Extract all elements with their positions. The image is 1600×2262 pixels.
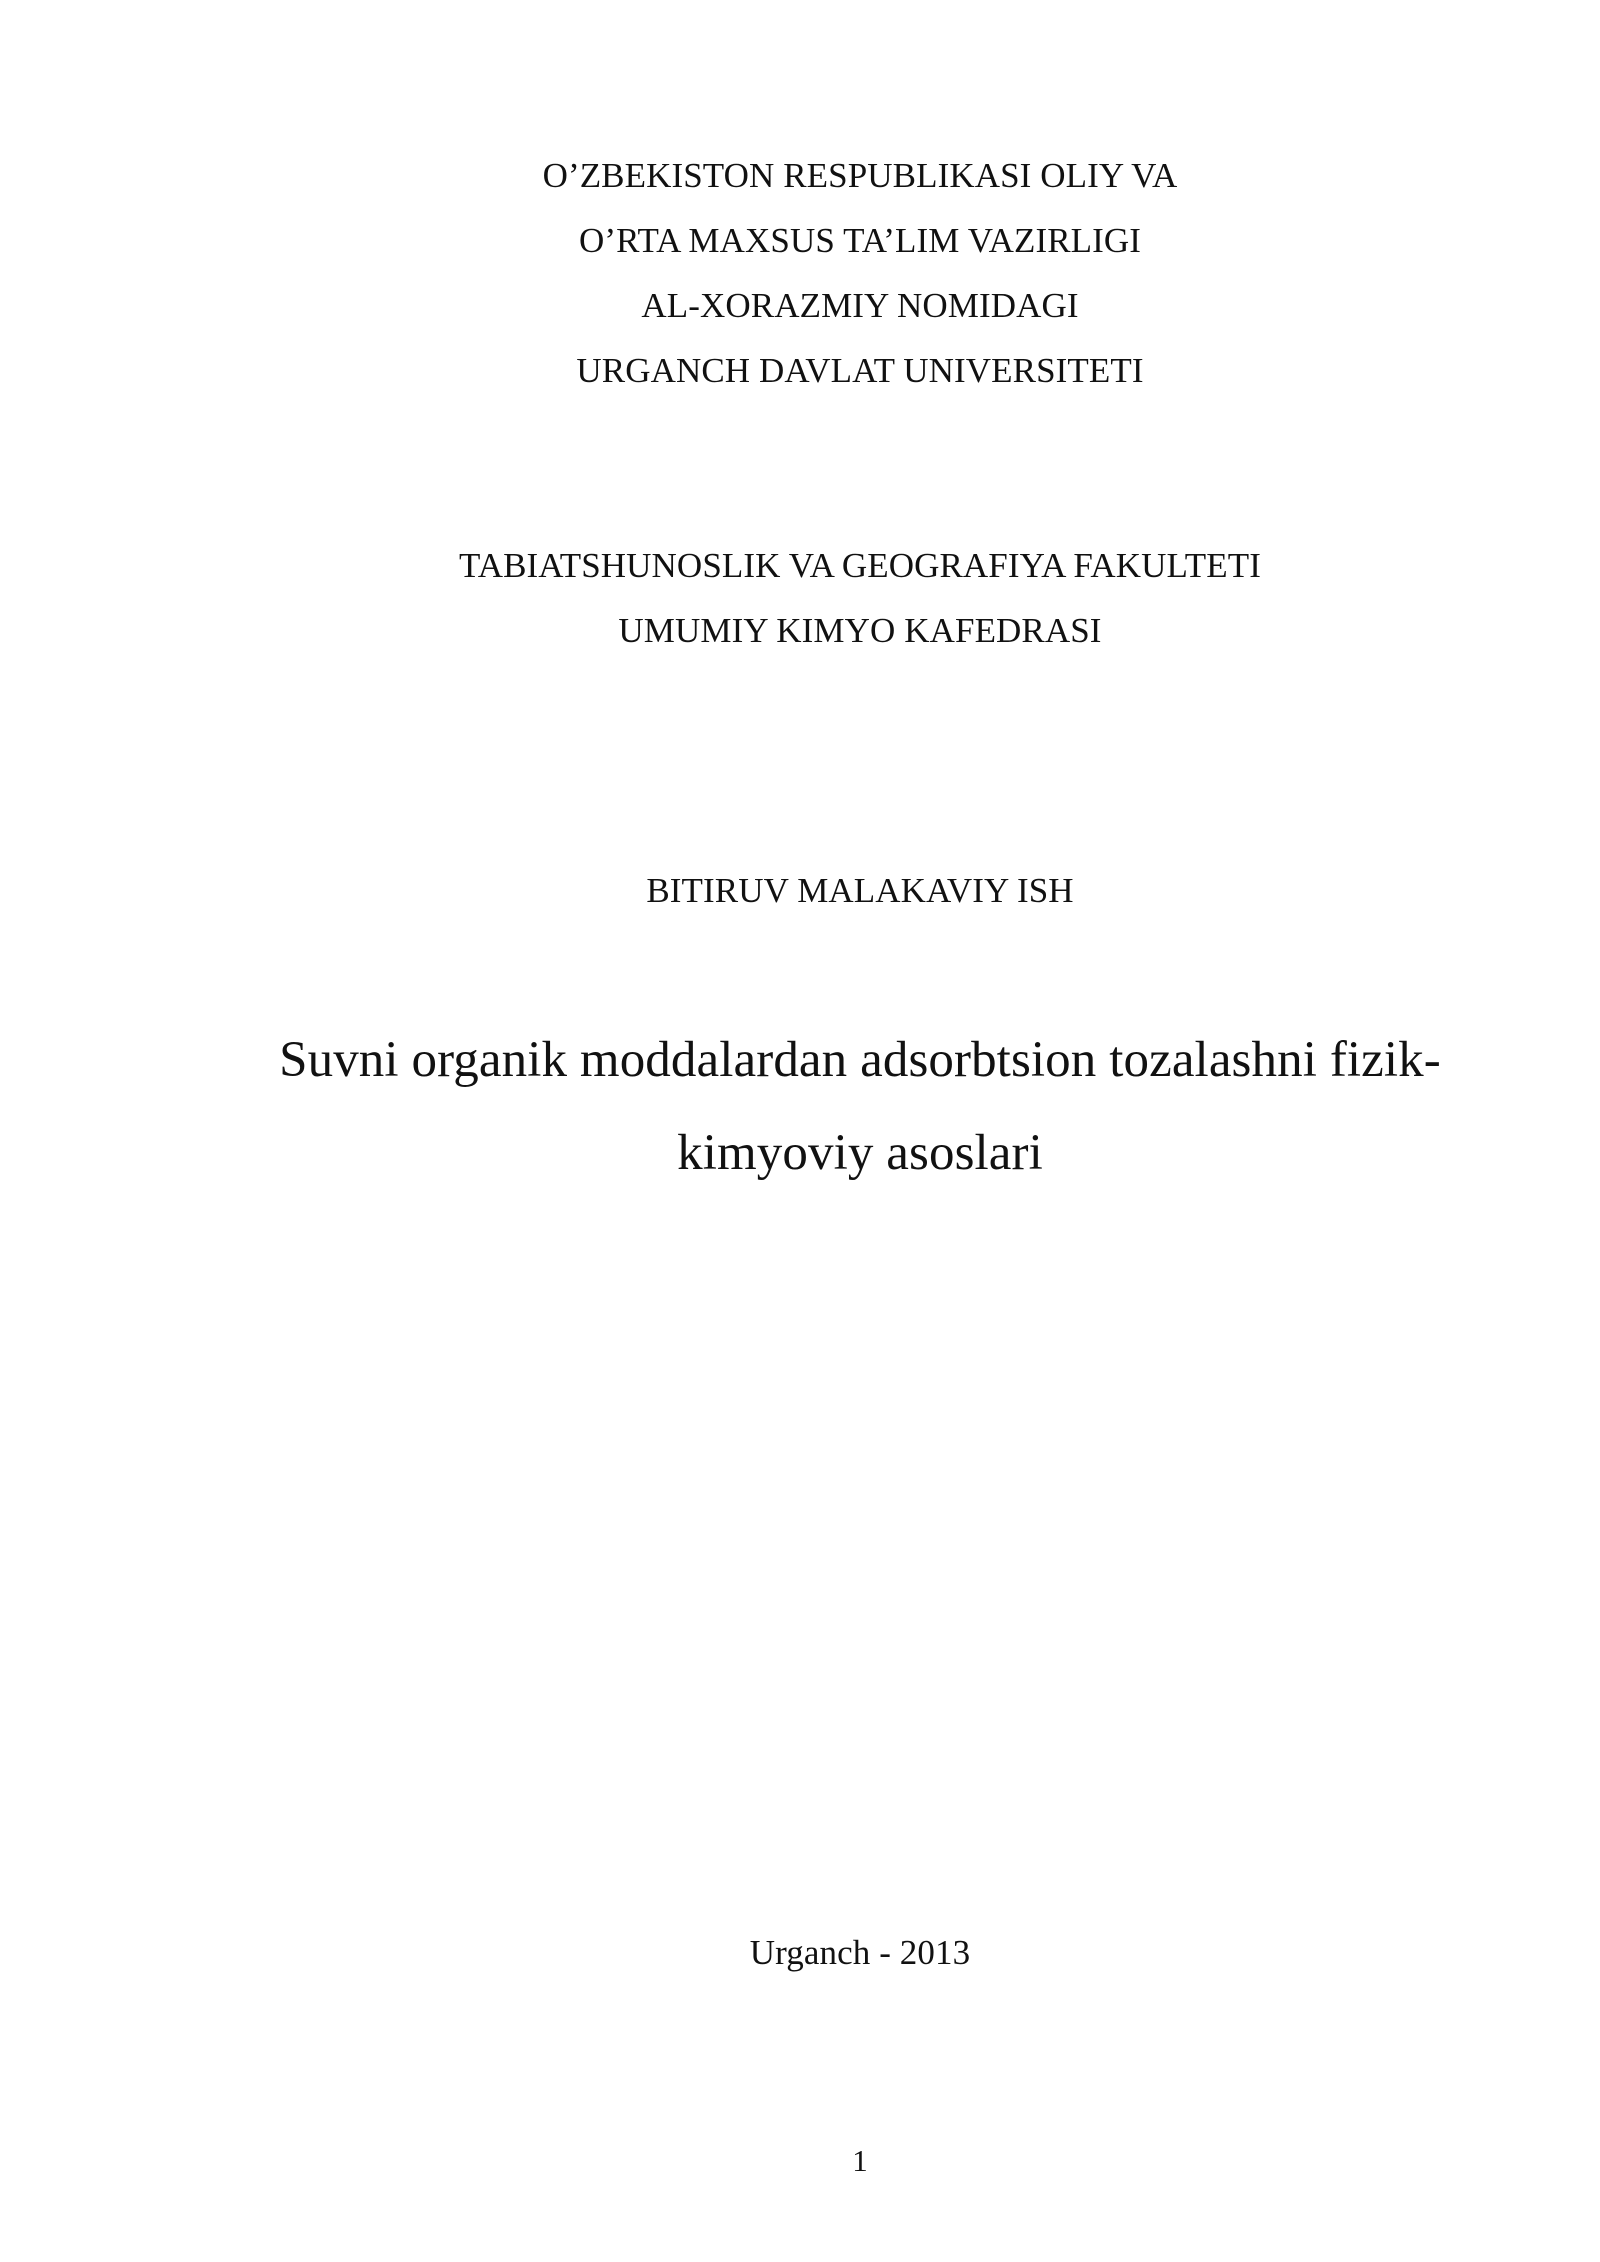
page-number: 1: [852, 2143, 868, 2178]
thesis-title-line-1: Suvni organik moddalardan adsorbtsion tozalashni fizik-: [279, 1032, 1441, 1088]
ministry-line-2: O’RTA MAXSUS TA’LIM VAZIRLIGI: [578, 221, 1142, 260]
thesis-title-line-2: kimyoviy asoslari: [677, 1125, 1043, 1181]
university-line-2: URGANCH DAVLAT UNIVERSITETI: [576, 351, 1144, 390]
university-line-1: AL-XORAZMIY NOMIDAGI: [641, 286, 1079, 325]
faculty-name: TABIATSHUNOSLIK VA GEOGRAFIYA FAKULTETI: [459, 546, 1261, 585]
ministry-line-1: O’ZBEKISTON RESPUBLIKASI OLIY VA: [542, 156, 1178, 195]
department-name: UMUMIY KIMYO KAFEDRASI: [618, 611, 1102, 650]
work-type: BITIRUV MALAKAVIY ISH: [646, 871, 1074, 910]
place-year: Urganch - 2013: [749, 1933, 971, 1972]
